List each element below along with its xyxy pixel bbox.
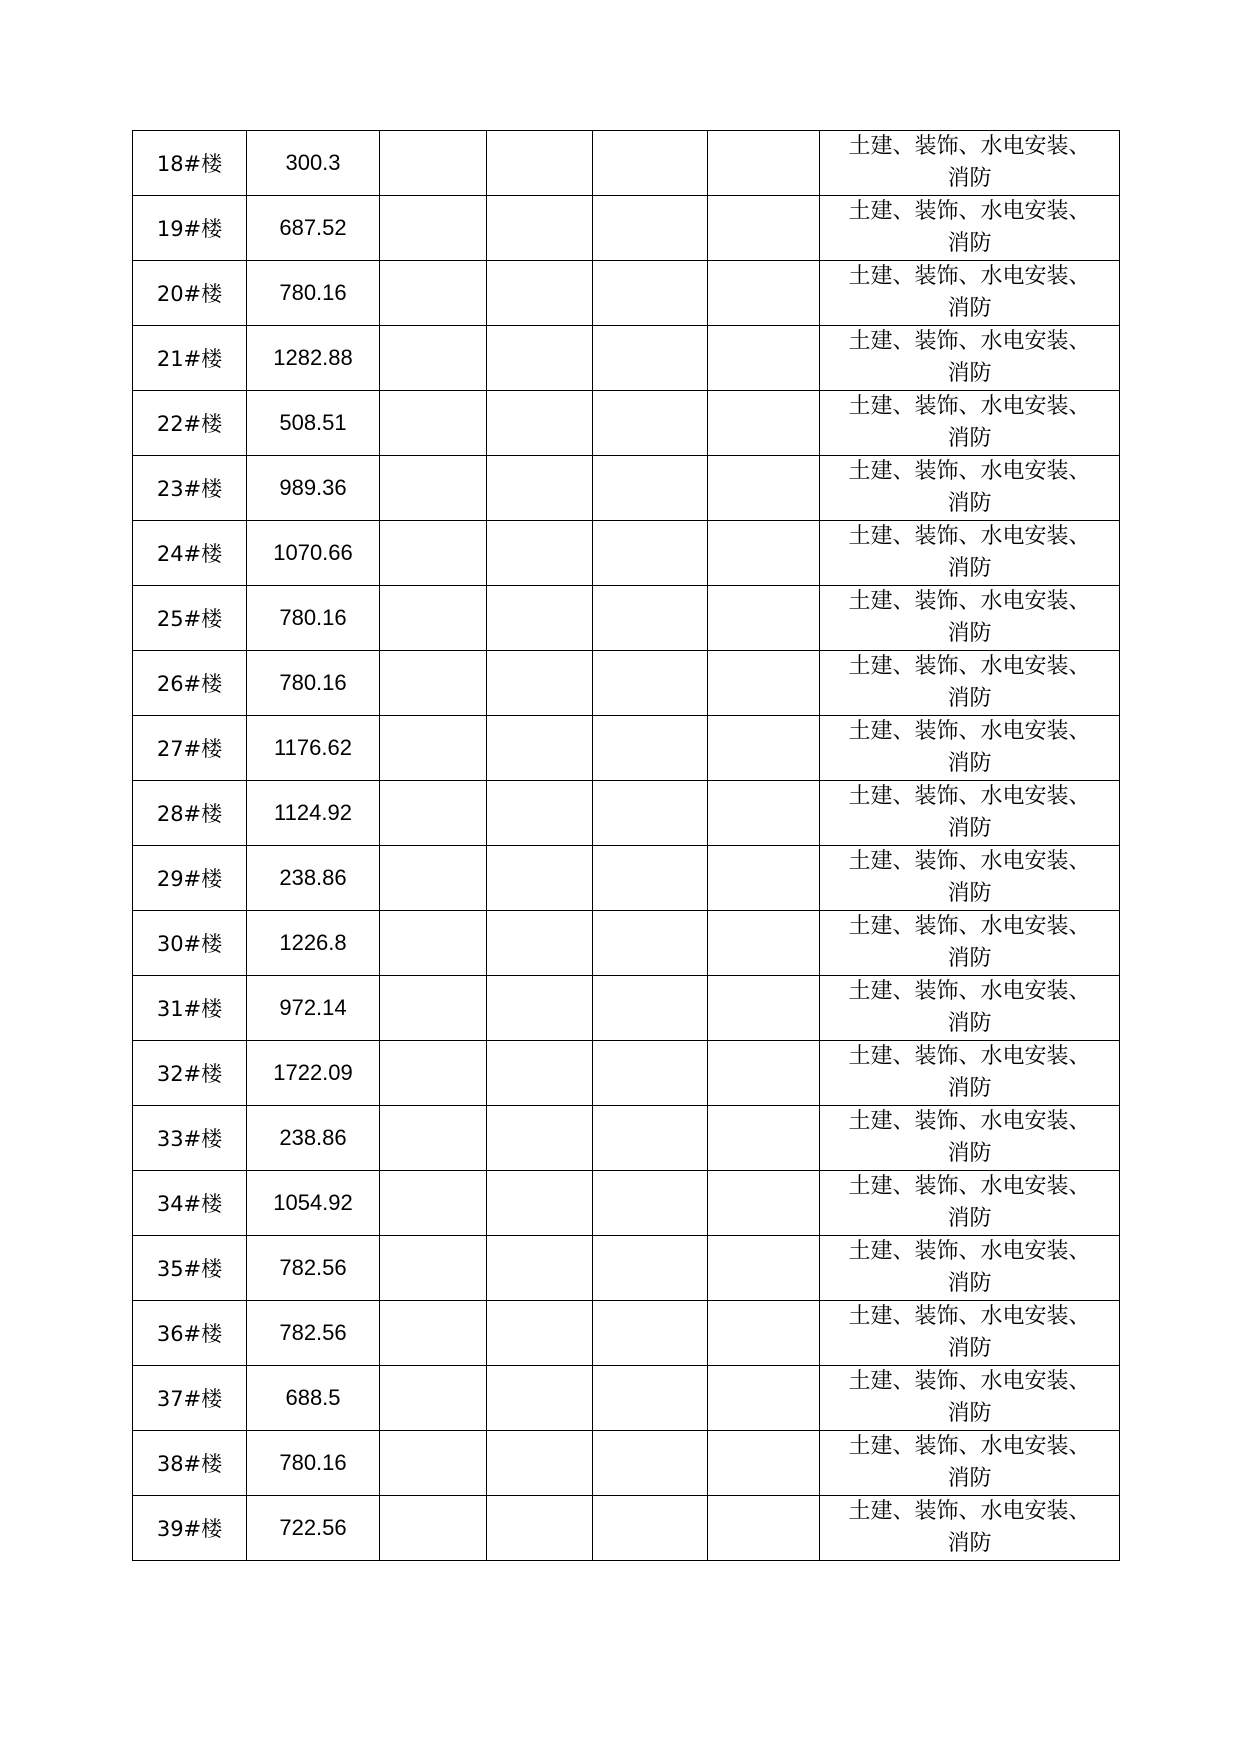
work-scope-line: 土建、装饰、水电安装、 (848, 134, 1091, 159)
area-cell: 722.56 (247, 1496, 380, 1561)
work-scope-line: 消防 (947, 621, 992, 646)
table-row (133, 196, 1120, 261)
empty-cell (593, 521, 708, 586)
empty-cell (380, 781, 487, 846)
empty-cell (380, 1301, 487, 1366)
empty-cell (708, 781, 820, 846)
work-scope-cell (820, 781, 1120, 846)
area-cell: 508.51 (247, 391, 380, 456)
work-scope-line: 土建、装饰、水电安装、 (848, 459, 1091, 484)
table-row (133, 651, 1120, 716)
empty-cell (708, 196, 820, 261)
table-row (133, 261, 1120, 326)
table-row (133, 846, 1120, 911)
work-scope-line: 土建、装饰、水电安装、 (848, 1304, 1091, 1329)
empty-cell (487, 1366, 593, 1431)
work-scope-line: 土建、装饰、水电安装、 (848, 849, 1091, 874)
work-scope-cell (820, 131, 1120, 196)
empty-cell (593, 846, 708, 911)
empty-cell (593, 326, 708, 391)
work-scope-line: 土建、装饰、水电安装、 (848, 264, 1091, 289)
work-scope-line: 消防 (947, 1271, 992, 1296)
empty-cell (487, 261, 593, 326)
empty-cell (708, 1431, 820, 1496)
empty-cell (708, 456, 820, 521)
area-cell: 1124.92 (247, 781, 380, 846)
building-name-cell: 38#楼 (133, 1431, 247, 1496)
work-scope-cell (820, 1236, 1120, 1301)
empty-cell (593, 1106, 708, 1171)
work-scope-cell (820, 1366, 1120, 1431)
empty-cell (487, 131, 593, 196)
area-cell: 782.56 (247, 1236, 380, 1301)
building-name-cell: 28#楼 (133, 781, 247, 846)
work-scope-cell (820, 976, 1120, 1041)
empty-cell (487, 1041, 593, 1106)
table-row (133, 1496, 1120, 1561)
empty-cell (708, 716, 820, 781)
empty-cell (380, 261, 487, 326)
area-cell: 1226.8 (247, 911, 380, 976)
empty-cell (380, 651, 487, 716)
empty-cell (708, 1496, 820, 1561)
empty-cell (708, 976, 820, 1041)
empty-cell (708, 1366, 820, 1431)
empty-cell (380, 1366, 487, 1431)
building-name-cell: 22#楼 (133, 391, 247, 456)
work-scope-line: 消防 (947, 361, 992, 386)
empty-cell (487, 716, 593, 781)
empty-cell (593, 781, 708, 846)
building-name-cell: 21#楼 (133, 326, 247, 391)
empty-cell (487, 521, 593, 586)
table-row (133, 1106, 1120, 1171)
area-cell: 687.52 (247, 196, 380, 261)
empty-cell (708, 846, 820, 911)
work-scope-line: 消防 (947, 166, 992, 191)
empty-cell (380, 521, 487, 586)
building-name-cell: 29#楼 (133, 846, 247, 911)
work-scope-line: 土建、装饰、水电安装、 (848, 329, 1091, 354)
empty-cell (708, 521, 820, 586)
empty-cell (708, 911, 820, 976)
work-scope-line: 消防 (947, 946, 992, 971)
empty-cell (593, 651, 708, 716)
work-scope-line: 消防 (947, 1141, 992, 1166)
empty-cell (380, 846, 487, 911)
empty-cell (593, 716, 708, 781)
empty-cell (593, 1041, 708, 1106)
work-scope-cell (820, 1496, 1120, 1561)
work-scope-line: 消防 (947, 1011, 992, 1036)
empty-cell (708, 131, 820, 196)
empty-cell (593, 1301, 708, 1366)
work-scope-cell (820, 1171, 1120, 1236)
work-scope-cell (820, 651, 1120, 716)
empty-cell (380, 1106, 487, 1171)
work-scope-line: 消防 (947, 1336, 992, 1361)
area-cell: 1176.62 (247, 716, 380, 781)
work-scope-line: 消防 (947, 816, 992, 841)
work-scope-line: 土建、装饰、水电安装、 (848, 1434, 1091, 1459)
work-scope-cell (820, 1106, 1120, 1171)
work-scope-line: 土建、装饰、水电安装、 (848, 914, 1091, 939)
table-row (133, 1431, 1120, 1496)
empty-cell (487, 846, 593, 911)
area-cell: 782.56 (247, 1301, 380, 1366)
empty-cell (593, 391, 708, 456)
building-name-cell: 23#楼 (133, 456, 247, 521)
table-row (133, 976, 1120, 1041)
table-row (133, 716, 1120, 781)
area-cell: 1282.88 (247, 326, 380, 391)
table-row (133, 521, 1120, 586)
work-scope-line: 消防 (947, 426, 992, 451)
building-name-cell: 25#楼 (133, 586, 247, 651)
work-scope-line: 土建、装饰、水电安装、 (848, 524, 1091, 549)
empty-cell (593, 1236, 708, 1301)
work-scope-line: 消防 (947, 881, 992, 906)
empty-cell (593, 1171, 708, 1236)
building-name-cell: 34#楼 (133, 1171, 247, 1236)
area-cell: 780.16 (247, 651, 380, 716)
work-scope-cell (820, 586, 1120, 651)
table-row (133, 1301, 1120, 1366)
work-scope-cell (820, 1041, 1120, 1106)
table-row (133, 456, 1120, 521)
building-name-cell: 18#楼 (133, 131, 247, 196)
empty-cell (593, 456, 708, 521)
table-row (133, 911, 1120, 976)
building-name-cell: 37#楼 (133, 1366, 247, 1431)
empty-cell (593, 131, 708, 196)
building-name-cell: 33#楼 (133, 1106, 247, 1171)
empty-cell (380, 196, 487, 261)
empty-cell (380, 391, 487, 456)
work-scope-cell (820, 846, 1120, 911)
empty-cell (708, 651, 820, 716)
work-scope-line: 土建、装饰、水电安装、 (848, 589, 1091, 614)
empty-cell (487, 456, 593, 521)
empty-cell (380, 1041, 487, 1106)
empty-cell (487, 1301, 593, 1366)
work-scope-line: 土建、装饰、水电安装、 (848, 979, 1091, 1004)
building-name-cell: 19#楼 (133, 196, 247, 261)
work-scope-line: 土建、装饰、水电安装、 (848, 719, 1091, 744)
work-scope-line: 消防 (947, 491, 992, 516)
empty-cell (380, 456, 487, 521)
table-row (133, 1041, 1120, 1106)
empty-cell (708, 1236, 820, 1301)
work-scope-cell (820, 261, 1120, 326)
work-scope-line: 消防 (947, 751, 992, 776)
table-row (133, 586, 1120, 651)
building-name-cell: 27#楼 (133, 716, 247, 781)
work-scope-line: 消防 (947, 231, 992, 256)
empty-cell (380, 326, 487, 391)
work-scope-line: 消防 (947, 1206, 992, 1231)
area-cell: 1054.92 (247, 1171, 380, 1236)
work-scope-cell (820, 1431, 1120, 1496)
building-name-cell: 31#楼 (133, 976, 247, 1041)
building-name-cell: 24#楼 (133, 521, 247, 586)
empty-cell (487, 651, 593, 716)
empty-cell (593, 1366, 708, 1431)
empty-cell (487, 1106, 593, 1171)
work-scope-line: 土建、装饰、水电安装、 (848, 1239, 1091, 1264)
empty-cell (708, 326, 820, 391)
work-scope-line: 土建、装饰、水电安装、 (848, 394, 1091, 419)
work-scope-cell (820, 911, 1120, 976)
work-scope-line: 土建、装饰、水电安装、 (848, 654, 1091, 679)
empty-cell (380, 976, 487, 1041)
empty-cell (487, 1431, 593, 1496)
work-scope-cell (820, 456, 1120, 521)
work-scope-line: 土建、装饰、水电安装、 (848, 1044, 1091, 1069)
empty-cell (593, 1431, 708, 1496)
empty-cell (708, 1171, 820, 1236)
table-row (133, 1171, 1120, 1236)
work-scope-line: 土建、装饰、水电安装、 (848, 1499, 1091, 1524)
work-scope-cell (820, 196, 1120, 261)
empty-cell (487, 1236, 593, 1301)
empty-cell (487, 391, 593, 456)
building-table (132, 130, 1120, 1561)
empty-cell (487, 781, 593, 846)
work-scope-line: 土建、装饰、水电安装、 (848, 1109, 1091, 1134)
empty-cell (380, 1496, 487, 1561)
empty-cell (380, 1431, 487, 1496)
area-cell: 1070.66 (247, 521, 380, 586)
building-name-cell: 35#楼 (133, 1236, 247, 1301)
area-cell: 972.14 (247, 976, 380, 1041)
table-row (133, 326, 1120, 391)
empty-cell (708, 261, 820, 326)
work-scope-line: 土建、装饰、水电安装、 (848, 1174, 1091, 1199)
empty-cell (487, 326, 593, 391)
building-name-cell: 30#楼 (133, 911, 247, 976)
empty-cell (487, 1496, 593, 1561)
building-name-cell: 32#楼 (133, 1041, 247, 1106)
empty-cell (593, 196, 708, 261)
area-cell: 238.86 (247, 1106, 380, 1171)
work-scope-line: 消防 (947, 1076, 992, 1101)
building-name-cell: 36#楼 (133, 1301, 247, 1366)
empty-cell (487, 196, 593, 261)
work-scope-line: 土建、装饰、水电安装、 (848, 199, 1091, 224)
empty-cell (487, 586, 593, 651)
empty-cell (593, 976, 708, 1041)
work-scope-cell (820, 391, 1120, 456)
work-scope-line: 消防 (947, 556, 992, 581)
table-row (133, 391, 1120, 456)
table-row (133, 131, 1120, 196)
table-row (133, 781, 1120, 846)
empty-cell (380, 911, 487, 976)
empty-cell (708, 1041, 820, 1106)
building-name-cell: 26#楼 (133, 651, 247, 716)
area-cell: 1722.09 (247, 1041, 380, 1106)
table-body (133, 131, 1120, 1561)
area-cell: 300.3 (247, 131, 380, 196)
empty-cell (593, 586, 708, 651)
empty-cell (593, 261, 708, 326)
work-scope-cell (820, 326, 1120, 391)
building-name-cell: 39#楼 (133, 1496, 247, 1561)
empty-cell (380, 716, 487, 781)
work-scope-line: 消防 (947, 1401, 992, 1426)
area-cell: 989.36 (247, 456, 380, 521)
work-scope-cell (820, 521, 1120, 586)
work-scope-line: 消防 (947, 1531, 992, 1556)
work-scope-cell (820, 1301, 1120, 1366)
area-cell: 780.16 (247, 586, 380, 651)
table-row (133, 1236, 1120, 1301)
area-cell: 238.86 (247, 846, 380, 911)
building-name-cell: 20#楼 (133, 261, 247, 326)
empty-cell (708, 391, 820, 456)
empty-cell (380, 1171, 487, 1236)
work-scope-line: 消防 (947, 1466, 992, 1491)
empty-cell (708, 1301, 820, 1366)
empty-cell (487, 976, 593, 1041)
empty-cell (380, 1236, 487, 1301)
work-scope-line: 消防 (947, 686, 992, 711)
work-scope-line: 土建、装饰、水电安装、 (848, 1369, 1091, 1394)
table-row (133, 1366, 1120, 1431)
empty-cell (380, 586, 487, 651)
work-scope-line: 消防 (947, 296, 992, 321)
area-cell: 780.16 (247, 1431, 380, 1496)
empty-cell (593, 911, 708, 976)
empty-cell (487, 911, 593, 976)
work-scope-line: 土建、装饰、水电安装、 (848, 784, 1091, 809)
empty-cell (380, 131, 487, 196)
work-scope-cell (820, 716, 1120, 781)
empty-cell (708, 586, 820, 651)
empty-cell (593, 1496, 708, 1561)
area-cell: 780.16 (247, 261, 380, 326)
empty-cell (487, 1171, 593, 1236)
area-cell: 688.5 (247, 1366, 380, 1431)
empty-cell (708, 1106, 820, 1171)
